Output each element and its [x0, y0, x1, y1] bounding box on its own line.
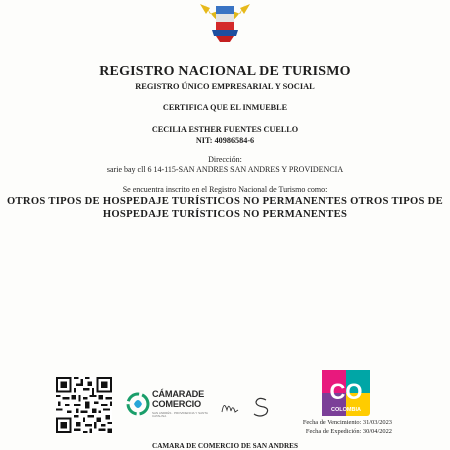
qr-code-icon — [56, 377, 112, 433]
camara-comercio-subtitle: SAN ANDRÉS · PROVIDENCIA Y SANTA CATALINA — [152, 411, 208, 419]
certifies-heading: CERTIFICA QUE EL INMUEBLE — [162, 103, 288, 112]
owner-name: CECILIA ESTHER FUENTES CUELLO — [151, 125, 299, 134]
dates-block — [296, 419, 392, 436]
colombia-co-mark-icon — [322, 370, 370, 416]
camara-comercio-emblem-icon — [126, 390, 150, 418]
address-label: Dirección: — [208, 155, 242, 164]
camara-comercio-logo — [126, 388, 208, 424]
svg-text:CO: CO — [329, 379, 363, 404]
coat-of-arms-icon — [190, 0, 260, 48]
issue-date: Fecha de Expedición: 30/04/2022 — [305, 427, 392, 435]
colombia-co-logo — [322, 370, 370, 416]
footer-chamber-name: CAMARA DE COMERCIO DE SAN ANDRES — [152, 442, 298, 450]
registered-as-text: Se encuentra inscrito en el Registro Nacional de Turismo como: — [122, 185, 328, 194]
registry-title: REGISTRO NACIONAL DE TURISMO — [99, 64, 351, 79]
address-value: sarie bay cll 6 14-115-SAN ANDRES SAN ANDRES Y PROVIDENCIA — [106, 165, 344, 174]
expiry-date: Fecha de Vencimiento: 31/03/2023 — [302, 419, 392, 426]
svg-text:COLOMBIA: COLOMBIA — [331, 407, 361, 413]
camara-comercio-name: CÁMARADE COMERCIO — [152, 389, 204, 409]
nit-number: NIT: 40986584-6 — [195, 136, 255, 145]
registration-category: OTROS TIPOS DE HOSPEDAJE TURÍSTICOS NO PERMANENTES OTROS TIPOS DE HOSPEDAJE TURÍSTICOS NO PERMANENTES — [7, 196, 443, 220]
handwritten-signature — [220, 390, 274, 420]
registry-subtitle: REGISTRO ÚNICO EMPRESARIAL Y SOCIAL — [135, 82, 315, 91]
